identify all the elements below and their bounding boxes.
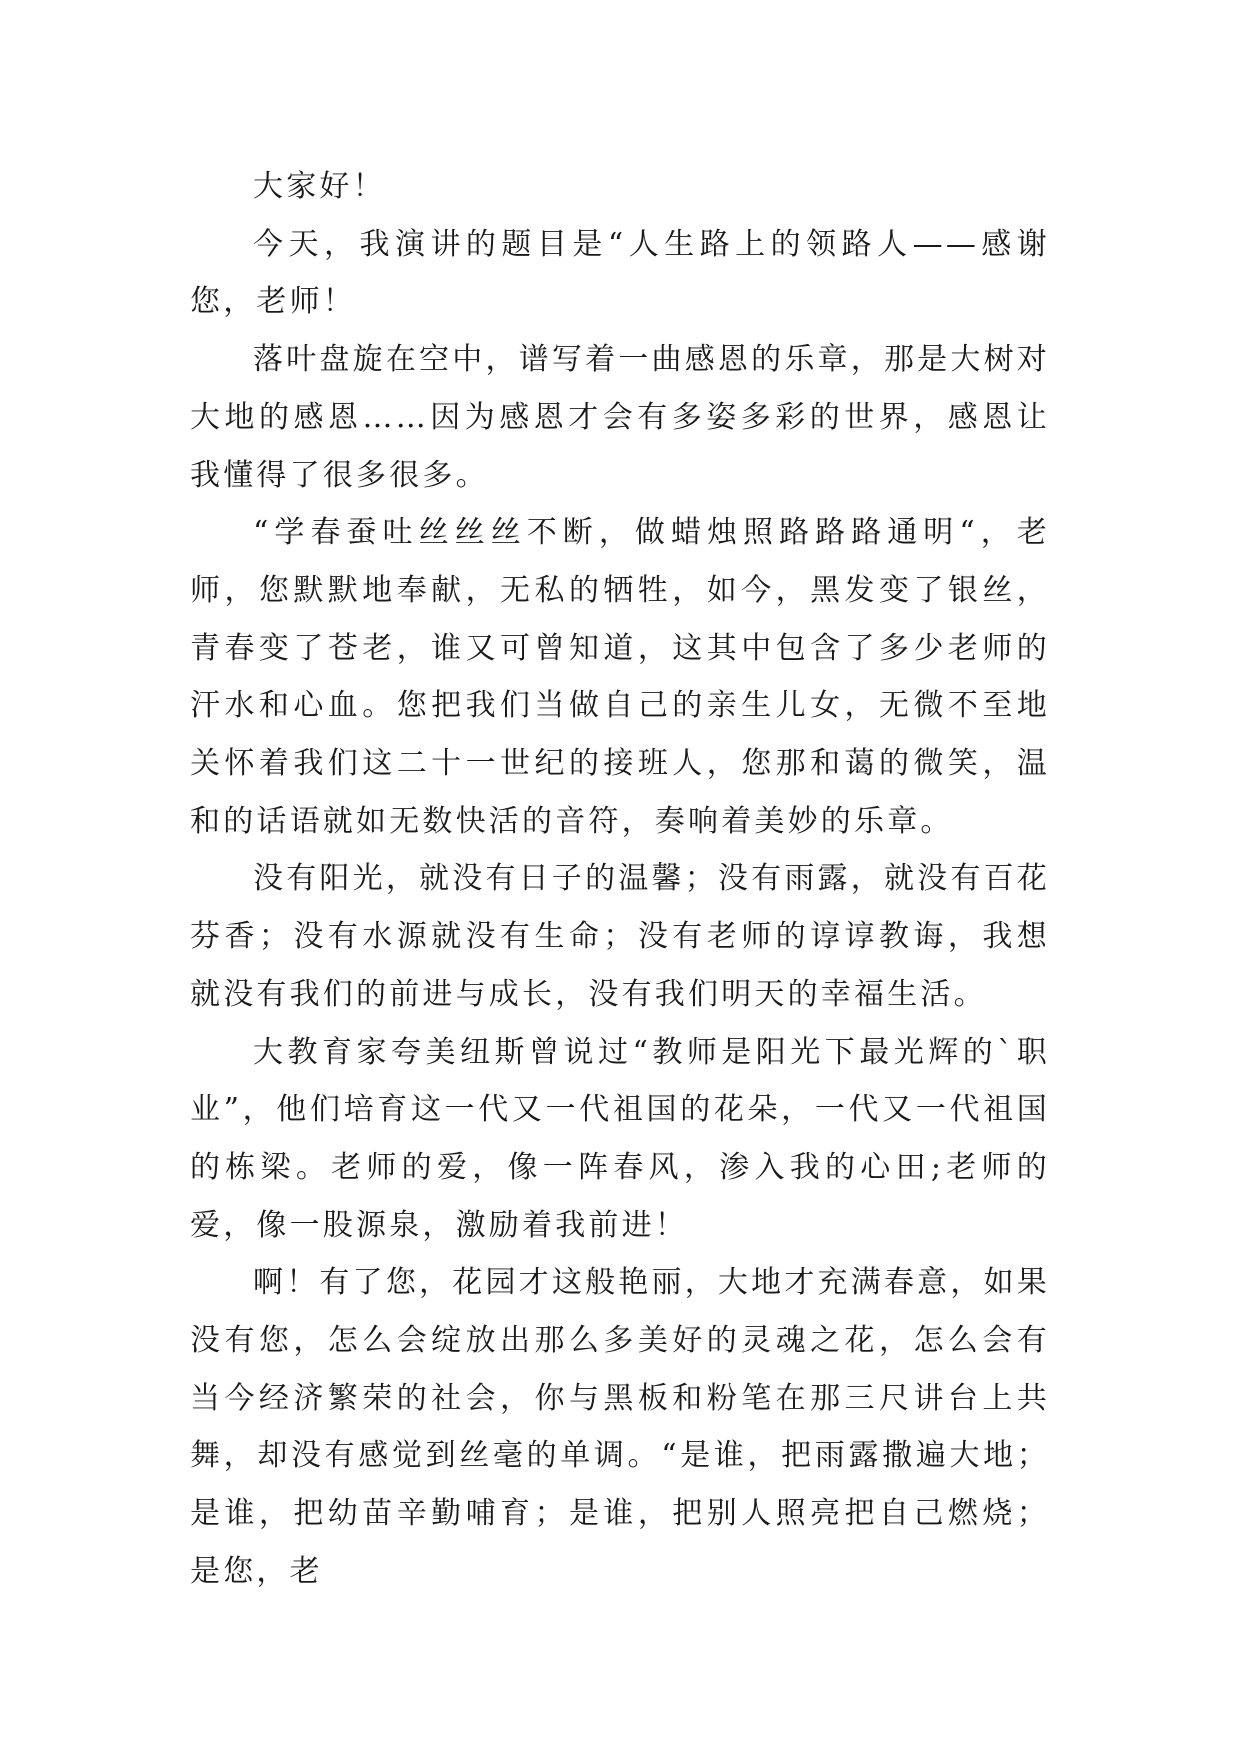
paragraph-comenius: 大教育家夸美纽斯曾说过“教师是阳光下最光辉的`职业”，他们培育这一代又一代祖国的花朵，一代又一代祖国的栋梁。老师的爱，像一阵春风，渗入我的心田;老师的爱，像一股源泉，激励着我前进！ — [190, 1034, 1050, 1243]
paragraph-speech-title: 今天，我演讲的题目是“人生路上的领路人——感谢您，老师！ — [190, 226, 1050, 320]
paragraph-silkworm: “学春蚕吐丝丝丝不断，做蜡烛照路路路通明“，老师，您默默地奉献，无私的牺牲，如今，黑发变了银丝，青春变了苍老，谁又可曾知道，这其中包含了多少老师的汗水和心血。您把我们当做自己的亲生儿女，无微不至地关怀着我们这二十一世纪的接班人，您那和蔼的微笑，温和的话语就如无数快活的音符，奏响着美妙的乐章。 — [190, 515, 1050, 839]
paragraph-greeting: 大家好！ — [253, 169, 386, 204]
document-body — [190, 158, 1050, 1601]
paragraph-falling-leaves: 落叶盘旋在空中，谱写着一曲感恩的乐章，那是大树对大地的感恩……因为感恩才会有多姿多彩的世界，感恩让我懂得了很多很多。 — [190, 342, 1050, 493]
paragraph-garden: 啊！有了您，花园才这般艳丽，大地才充满春意，如果没有您，怎么会绽放出那么多美好的灵魂之花，怎么会有当今经济繁荣的社会，你与黑板和粉笔在那三尺讲台上共舞，却没有感觉到丝毫的单调。“是谁，把雨露撒遍大地；是谁，把幼苗辛勤哺育；是谁，把别人照亮把自己燃烧；是您，老 — [190, 1265, 1050, 1589]
paragraph-sunshine: 没有阳光，就没有日子的温馨；没有雨露，就没有百花芬香；没有水源就没有生命；没有老师的谆谆教诲，我想就没有我们的前进与成长，没有我们明天的幸福生活。 — [190, 861, 1050, 1012]
